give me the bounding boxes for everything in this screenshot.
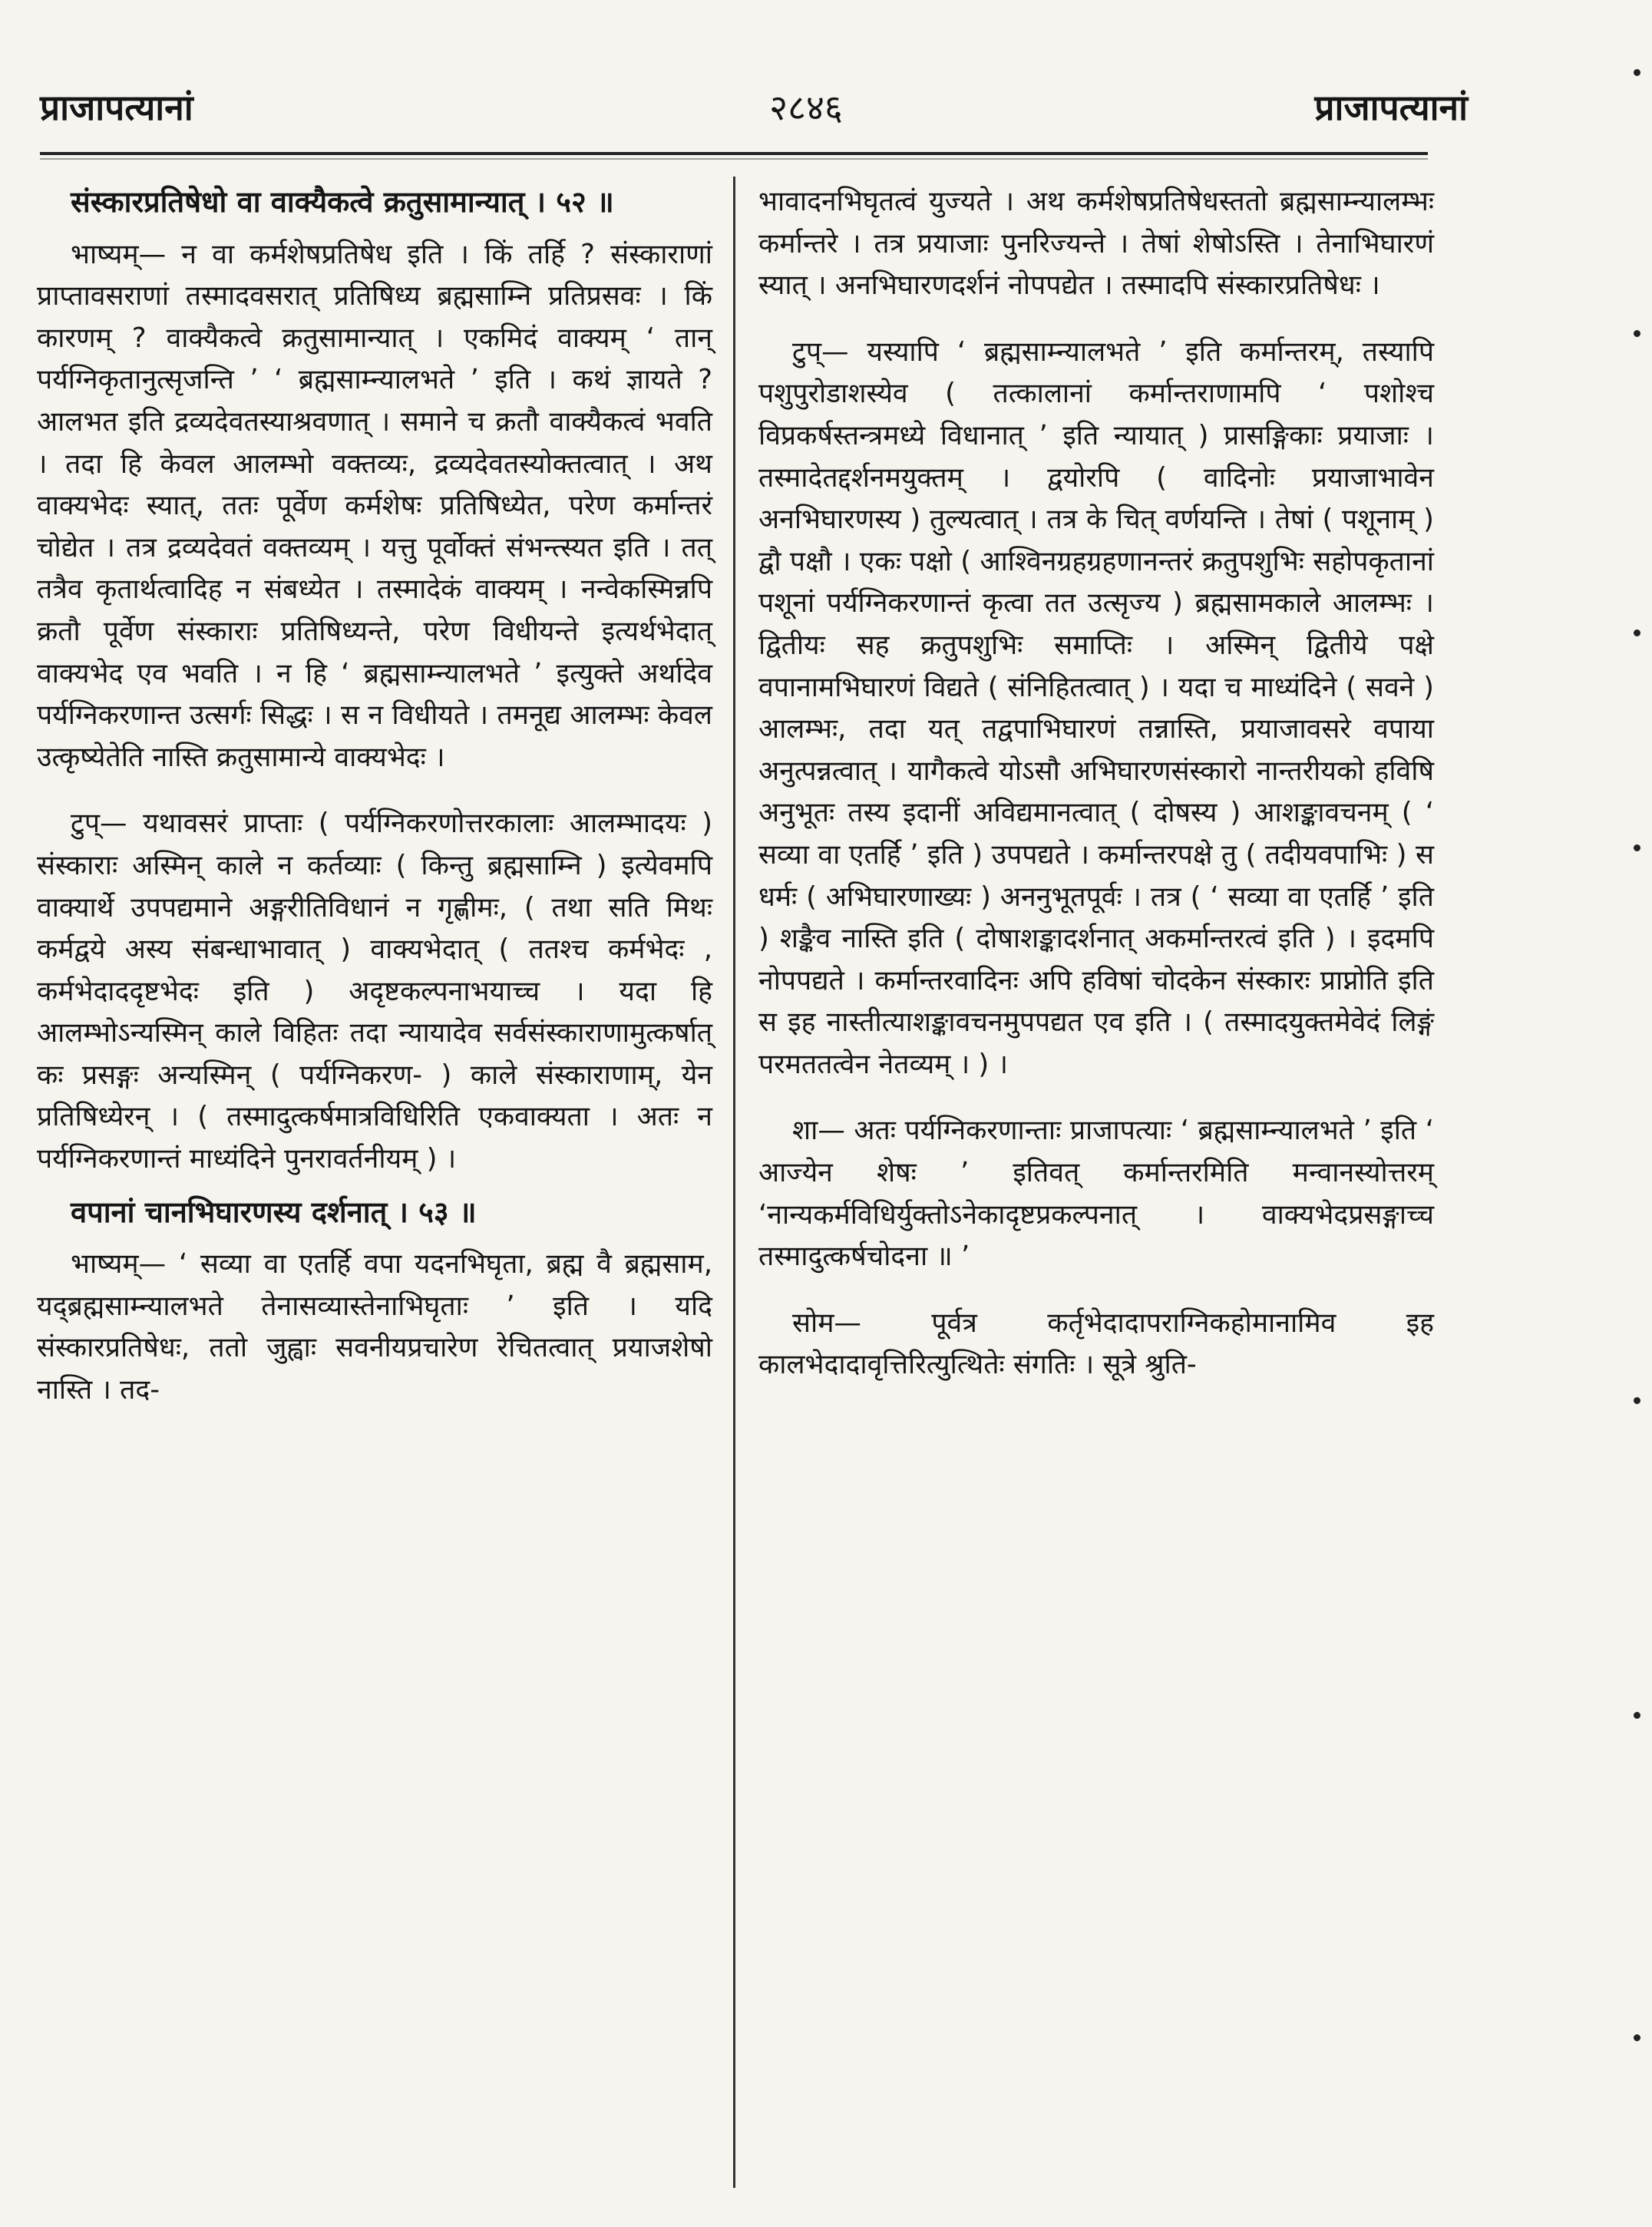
page-number: २८४६ <box>769 87 843 128</box>
sutra-53: वपानां चानभिघारणस्य दर्शनात् । ५३ ॥ <box>71 1194 477 1229</box>
margin-mark <box>1634 2034 1640 2041</box>
margin-mark <box>1634 1712 1640 1719</box>
header-rule <box>40 152 1428 155</box>
bhashya-53: भाष्यम्— ‘ सव्या वा एतर्हि वपा यदनभिघृता, ब्रह्म वै ब्रह्मसाम, यद्ब्रह्मसाम्न्यालभते तेनासव्यास्तेनाभिघृताः ’ इति । यदि संस्कारप्रतिषेधः, ततो जुह्वाः सवनीयप्रचारेण रेचितत्वात् प्रयाजशेषो नास्ति । तद- <box>37 1248 712 1406</box>
bhashya-53-continued: भावादनभिघृतत्वं युज्यते । अथ कर्मशेषप्रतिषेधस्ततो ब्रह्मसाम्न्यालम्भः कर्मान्तरे । तत्र प्रयाजाः पुनरिज्यन्ते । तेषां शेषोऽस्ति । तेनाभिघारणं स्यात् । अनभिघारणदर्शनं नोपपद्येत । तस्मादपि संस्कारप्रतिषेधः । <box>758 186 1434 302</box>
tup-commentary-53: टुप्— यस्यापि ‘ ब्रह्मसाम्न्यालभते ’ इति कर्मान्तरम्, तस्यापि पशुपुरोडाशस्येव ( तत्कालानां कर्मान्तराणामपि ‘ पशोश्च विप्रकर्षस्तन्त्रमध्ये विधानात् ’ इति न्यायात् ) प्रासङ्गिकाः प्रयाजाः । तस्मादेतद्दर्शनमयुक्तम् । द्वयोरपि ( वादिनोः प्रयाजाभावेन अनभिघारणस्य ) तुल्यत्वात् । तत्र के चित् वर्णयन्ति । तेषां ( पशूनाम् ) द्वौ पक्षौ । एकः पक्षो ( आश्विनग्रहग्रहणानन्तरं क्रतुपशुभिः सहोपकृतानां पशूनां पर्यग्निकरणान्तं कृत्वा तत उत्सृज्य ) ब्रह्मसामकाले आलम्भः । द्वितीयः सह क्रतुपशुभिः समाप्तिः । अस्मिन् द्वितीये पक्षे वपानामभिघारणं विद्यते ( संनिहितत्वात् ) । यदा च माध्यंदिने ( सवने ) आलम्भः, तदा यत् तद्वपाभिघारणं तन्नास्ति, प्रयाजावसरे वपाया अनुत्पन्नत्वात् । यागैकत्वे योऽसौ अभिघारणसंस्कारो नान्तरीयको हविषि अनुभूतः तस्य इदानीं अविद्यमानत्वात् ( दोषस्य ) आशङ्कावचनम् ( ‘ सव्या वा एतर्हि ’ इति ) उपपद्यते । कर्मान्तरपक्षे तु ( तदीयवपाभिः ) स धर्मः ( अभिघारणाख्यः ) अननुभूतपूर्वः । तत्र ( ‘ सव्या वा एतर्हि ’ इति ) शङ्कैव नास्ति इति ( दोषाशङ्कादर्शनात् अकर्मान्तरत्वं इति ) । इदमपि नोपपद्यते । कर्मान्तरवादिनः अपि हविषां चोदकेन संस्कारः प्राप्नोति इति स इह नास्तीत्याशङ्कावचनमुपपद्यत एव इति । ( तस्मादयुक्तमेवेदं लिङ्गं परमततत्वेन नेतव्यम् । ) । <box>758 335 1434 1080</box>
soma-commentary: सोम— पूर्वत्र कर्तृभेदादापराग्निकहोमानामिव इह कालभेदादावृत्तिरित्युत्थितेः संगतिः । सूत्रे श्रुति- <box>758 1307 1434 1381</box>
sutra-52: संस्कारप्रतिषेधो वा वाक्यैकत्वे क्रतुसामान्यात् । ५२ ॥ <box>71 185 614 219</box>
column-divider <box>733 177 735 2188</box>
header-rule-thin <box>40 158 1428 160</box>
margin-mark <box>1634 1397 1640 1404</box>
margin-mark <box>1634 69 1640 76</box>
right-column <box>758 181 1434 1397</box>
margin-mark <box>1634 629 1640 636</box>
running-head-right: प्राजापत्यानां <box>1314 87 1468 128</box>
margin-mark <box>1634 844 1640 851</box>
left-column <box>37 181 712 1422</box>
shastradipika-commentary: शा— अतः पर्यग्निकरणान्ताः प्राजापत्याः ‘ ब्रह्मसाम्न्यालभते ’ इति ‘ आज्येन शेषः ’ इतिवत् कर्मान्तरमिति मन्वानस्योत्तरम् ‘नान्यकर्मविधिर्युक्तोऽनेकादृष्टप्रकल्पनात् । वाक्यभेदप्रसङ्गाच्च तस्मादुत्कर्षचोदना ॥ ’ <box>758 1115 1434 1273</box>
margin-mark <box>1634 330 1640 337</box>
running-head-left: प्राजापत्यानां <box>40 87 193 128</box>
bhashya-52: भाष्यम्— न वा कर्मशेषप्रतिषेध इति । किं तर्हि ? संस्काराणां प्राप्तावसराणां तस्मादवसरात् प्रतिषिध्य ब्रह्मसाम्नि प्रतिप्रसवः । किं कारणम् ? वाक्यैकत्वे क्रतुसामान्यात् । एकमिदं वाक्यम् ‘ तान् पर्यग्निकृतानुत्सृजन्ति ’ ‘ ब्रह्मसाम्न्यालभते ’ इति । कथं ज्ञायते ? आलभत इति द्रव्यदेवतस्याश्रवणात् । समाने च क्रतौ वाक्यैकत्वं भवति । तदा हि केवल आलम्भो वक्तव्यः, द्रव्यदेवतस्योक्तत्वात् । अथ वाक्यभेदः स्यात्, ततः पूर्वेण कर्मशेषः प्रतिषिध्येत, परेण कर्मान्तरं चोद्येत । तत्र द्रव्यदेवतं वक्तव्यम् । यत्तु पूर्वोक्तं संभन्त्स्यत इति । तत् तत्रैव कृतार्थत्वादिह न संबध्येत । तस्मादेकं वाक्यम् । नन्वेकस्मिन्नपि क्रतौ पूर्वेण संस्काराः प्रतिषिध्यन्ते, परेण विधीयन्ते इत्यर्थभेदात् वाक्यभेद एव भवति । न हि ‘ ब्रह्मसाम्न्यालभते ’ इत्युक्ते अर्थादेव पर्यग्निकरणान्त उत्सर्गः सिद्धः । स न विधीयते । तमनूद्य आलम्भः केवल उत्कृष्येतेति नास्ति क्रतुसामान्ये वाक्यभेदः । <box>37 238 712 773</box>
tup-commentary-52: टुप्— यथावसरं प्राप्ताः ( पर्यग्निकरणोत्तरकालाः आलम्भादयः ) संस्काराः अस्मिन् काले न कर्तव्याः ( किन्तु ब्रह्मसाम्नि ) इत्येवमपि वाक्यार्थे उपपद्यमाने अङ्गरीतिविधानं न गृह्णीमः, ( तथा सति मिथः कर्मद्वये अस्य संबन्धाभावात् ) वाक्यभेदात् ( ततश्च कर्मभेदः , कर्मभेदाददृष्टभेदः इति ) अदृष्टकल्पनाभयाच्च । यदा हि आलम्भोऽन्यस्मिन् काले विहितः तदा न्यायादेव सर्वसंस्काराणामुत्कर्षात् कः प्रसङ्गः अन्यस्मिन् ( पर्यग्निकरण- ) काले संस्काराणाम्, येन प्रतिषिध्येरन् । ( तस्मादुत्कर्षमात्रविधिरिति एकवाक्यता । अतः न पर्यग्निकरणान्तं माध्यंदिने पुनरावर्तनीयम् ) । <box>37 808 712 1175</box>
